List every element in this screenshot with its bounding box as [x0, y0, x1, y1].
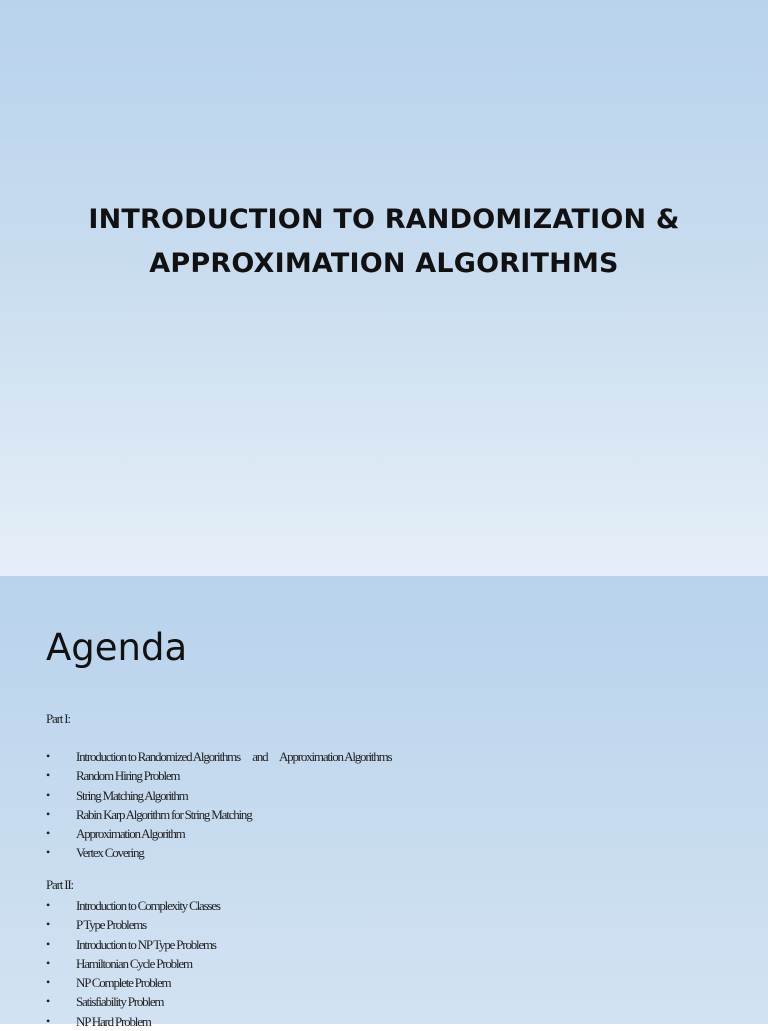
list-item	[46, 843, 726, 862]
list-item-text: NP Complete Problem	[76, 975, 171, 991]
bullet-icon: •	[46, 898, 51, 912]
part-2-label: Part II:	[46, 877, 73, 892]
slide-title-line-1: INTRODUCTION TO RANDOMIZATION &	[88, 204, 680, 235]
list-item-text: Vertex Covering	[76, 845, 144, 861]
bullet-icon: •	[46, 749, 51, 763]
list-item	[46, 954, 726, 973]
list-item-text: Introduction to Randomized Algorithms and Approximation Algorithms	[76, 749, 392, 764]
list-item-text: P Type Problems	[76, 917, 146, 933]
list-item-text: Approximation Algorithm	[76, 826, 185, 842]
list-item-text: String Matching Algorithm	[76, 787, 188, 803]
list-item	[46, 896, 726, 915]
list-item-text: NP Hard Problem	[76, 1013, 151, 1029]
list-item-text: Satisfiability Problem	[76, 994, 164, 1010]
list-item	[46, 973, 726, 992]
slide-title-line-2: APPROXIMATION ALGORITHMS	[149, 248, 619, 279]
list-item-text: Rabin Karp Algorithm for String Matching	[76, 806, 252, 822]
list-item	[46, 935, 726, 954]
list-item-text: Introduction to Complexity Classes	[76, 898, 220, 913]
bullet-icon: •	[46, 787, 51, 802]
list-item-text: Hamiltonian Cycle Problem	[76, 955, 192, 971]
part-1-label: Part I:	[46, 711, 70, 726]
list-item-text: Random Hiring Problem	[76, 768, 180, 784]
bullet-icon: •	[46, 936, 51, 951]
bullet-icon: •	[46, 768, 51, 783]
bullet-icon: •	[46, 806, 51, 821]
bullet-icon: •	[46, 845, 51, 860]
part-1-list	[46, 747, 726, 863]
list-item	[46, 747, 726, 766]
list-item	[46, 1012, 726, 1031]
bullet-icon: •	[46, 826, 51, 841]
bullet-icon: •	[46, 975, 51, 990]
part-2-list	[46, 896, 726, 1031]
slide-title	[40, 198, 728, 286]
list-item	[46, 786, 726, 805]
list-item	[46, 915, 726, 934]
bullet-icon: •	[46, 917, 51, 932]
agenda-heading: Agenda	[46, 626, 188, 669]
list-item	[46, 766, 726, 785]
bullet-icon: •	[46, 994, 51, 1009]
bullet-icon: •	[46, 1013, 51, 1028]
list-item	[46, 805, 726, 824]
list-item	[46, 992, 726, 1011]
list-item-text: Introduction to NP Type Problems	[76, 936, 216, 952]
list-item	[46, 824, 726, 843]
bullet-icon: •	[46, 955, 51, 970]
